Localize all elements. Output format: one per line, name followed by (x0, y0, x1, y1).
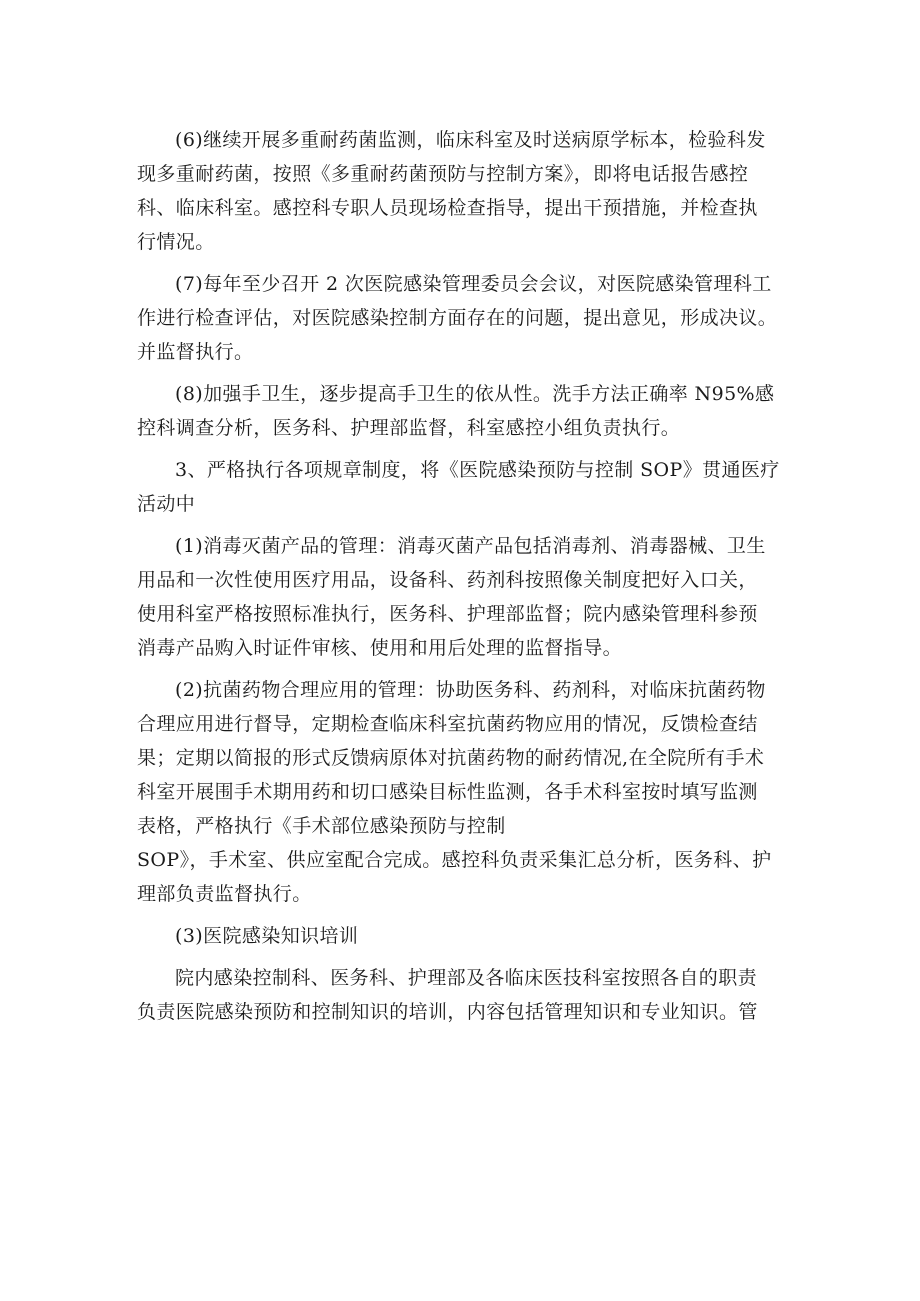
text-line: 理部负责监督执行。 (137, 883, 312, 905)
text-line: 控科调查分析，医务科、护理部监督，科室感控小组负责执行。 (137, 417, 681, 439)
text-line: (3)医院感染知识培训 (175, 925, 359, 947)
text-line: SOP》，手术室、供应室配合完成。感控科负责采集汇总分析，医务科、护 (137, 849, 772, 871)
paragraph-item-7 (137, 267, 797, 369)
text-line: (6)继续开展多重耐药菌监测，临床科室及时送病原学标本，检验科发 (175, 129, 766, 151)
text-line: 合理应用进行督导，定期检查临床科室抗菌药物应用的情况，反馈检查结 (137, 713, 758, 735)
paragraph-item-8 (137, 377, 797, 445)
text-line: 科、临床科室。感控科专职人员现场检查指导，提出干预措施，并检查执 (137, 197, 758, 219)
text-line: (8)加强手卫生，逐步提高手卫生的依从性。洗手方法正确率 N95%感 (175, 383, 775, 405)
text-line: 负责医院感染预防和控制知识的培训，内容包括管理知识和专业知识。管 (137, 1001, 758, 1023)
section-3-heading (137, 453, 797, 521)
text-line: (1)消毒灭菌产品的管理：消毒灭菌产品包括消毒剂、消毒器械、卫生 (175, 535, 766, 557)
text-line: 用品和一次性使用医疗用品，设备科、药剂科按照像关制度把好入口关， (137, 569, 758, 591)
paragraph-item-3-body (137, 961, 797, 1029)
document-body (137, 123, 797, 1037)
paragraph-item-3-heading (137, 919, 797, 953)
text-line: 作进行检查评估，对医院感染控制方面存在的问题，提出意见，形成决议。 (137, 307, 778, 329)
text-line: 行情况。 (137, 231, 215, 253)
text-line: (7)每年至少召开 2 次医院感染管理委员会会议，对医院感染管理科工 (175, 273, 772, 295)
text-line: 表格，严格执行《手术部位感染预防与控制 (137, 815, 506, 837)
text-line: 院内感染控制科、医务科、护理部及各临床医技科室按照各自的职责 (175, 967, 758, 989)
text-line: 现多重耐药菌，按照《多重耐药菌预防与控制方案》，即将电话报告感控 (137, 163, 749, 185)
text-line: 并监督执行。 (137, 341, 254, 363)
text-line: 活动中 (137, 493, 196, 515)
text-line: 果；定期以简报的形式反馈病原体对抗菌药物的耐药情况,在全院所有手术 (137, 747, 765, 769)
paragraph-item-1 (137, 529, 797, 665)
text-line: 科室开展围手术期用药和切口感染目标性监测，各手术科室按时填写监测 (137, 781, 758, 803)
text-line: 3、严格执行各项规章制度，将《医院感染预防与控制 SOP》贯通医疗 (175, 459, 780, 481)
paragraph-item-2 (137, 673, 797, 911)
paragraph-item-6 (137, 123, 797, 259)
text-line: 消毒产品购入时证件审核、使用和用后处理的监督指导。 (137, 637, 623, 659)
text-line: 使用科室严格按照标准执行，医务科、护理部监督；院内感染管理科参预 (137, 603, 758, 625)
text-line: (2)抗菌药物合理应用的管理：协助医务科、药剂科，对临床抗菌药物 (175, 679, 766, 701)
